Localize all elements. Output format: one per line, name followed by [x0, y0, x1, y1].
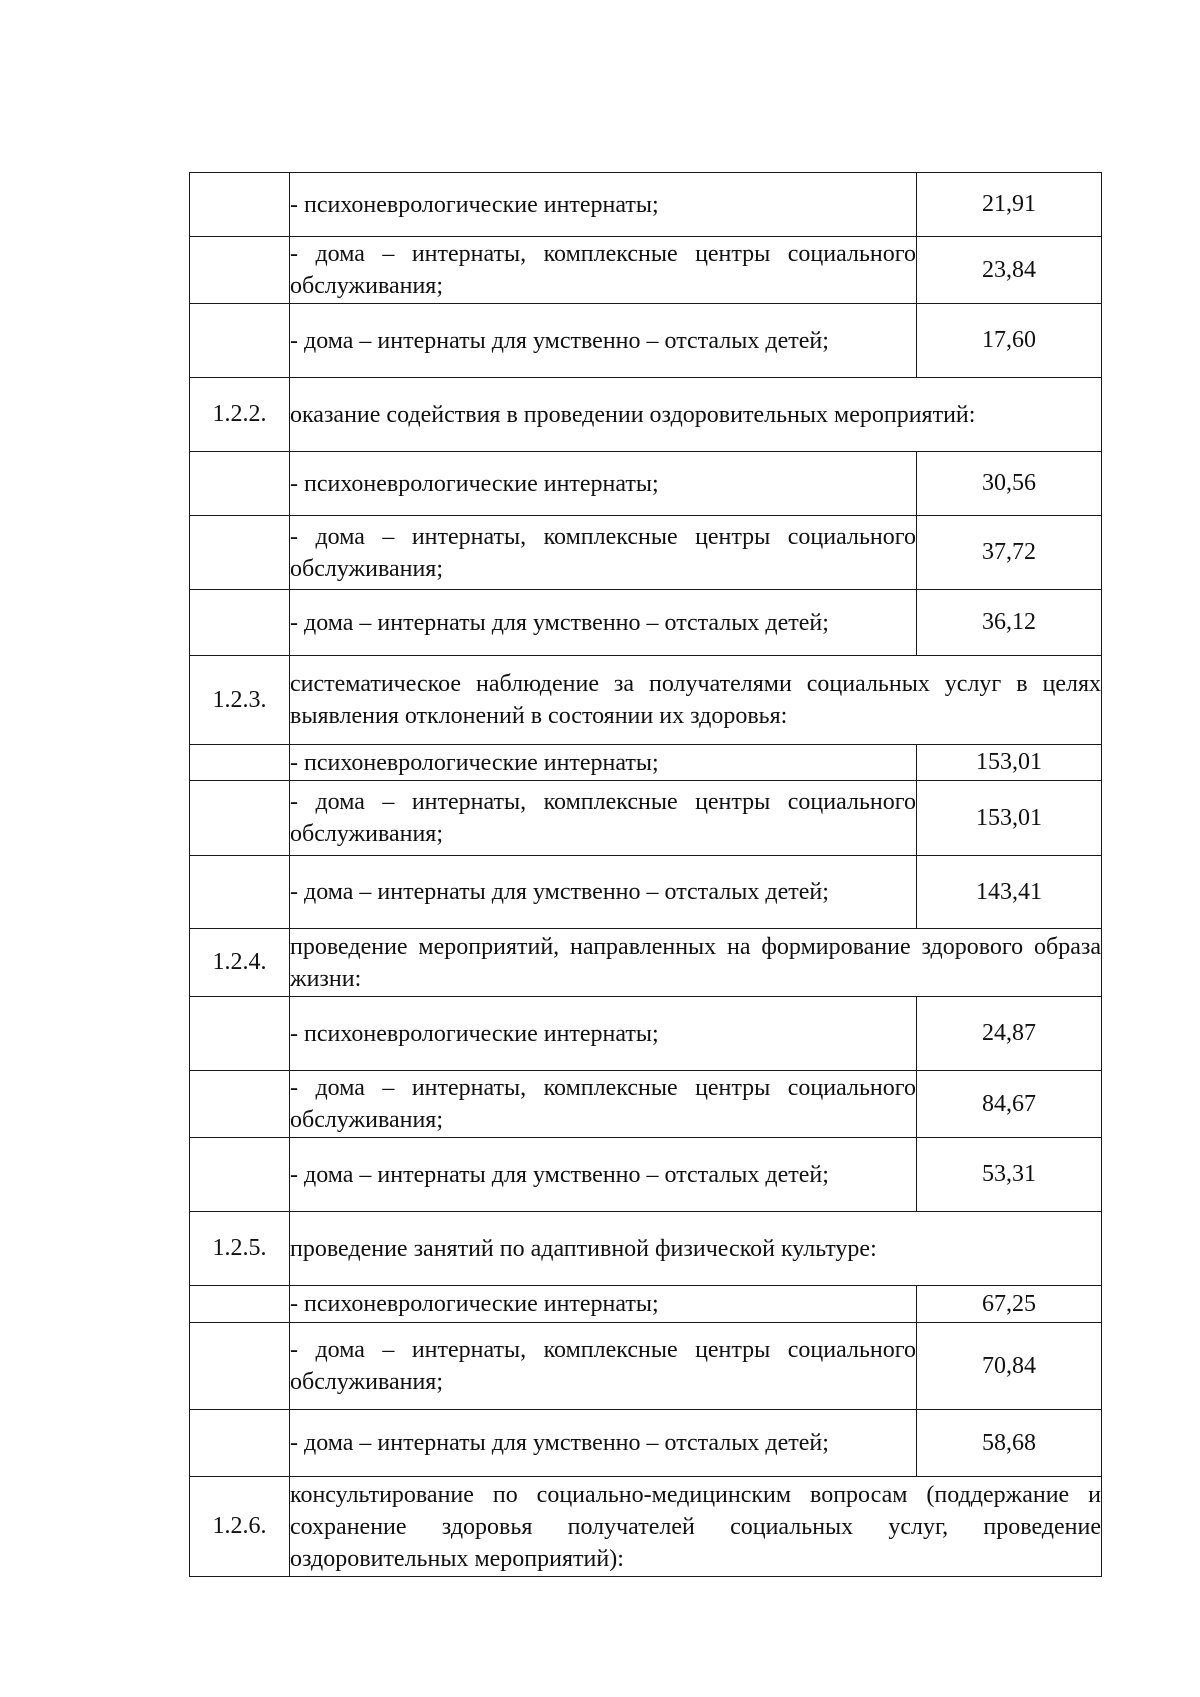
row-label: - психоневрологические интернаты; — [290, 1286, 917, 1323]
row-value: 36,12 — [917, 590, 1102, 656]
row-label: - психоневрологические интернаты; — [290, 452, 917, 516]
row-value: 153,01 — [917, 745, 1102, 781]
row-number-cell — [190, 1323, 290, 1410]
row-value: 21,91 — [917, 173, 1102, 237]
row-number-cell — [190, 516, 290, 590]
row-label: - дома – интернаты, комплексные центры социального обслуживания; — [290, 781, 917, 856]
row-number-cell — [190, 590, 290, 656]
row-number-cell — [190, 856, 290, 929]
row-value: 67,25 — [917, 1286, 1102, 1323]
section-row — [190, 378, 1102, 452]
tariff-table — [189, 172, 1102, 1577]
row-number-cell — [190, 237, 290, 304]
section-title: консультирование по социально-медицинским вопросам (поддержание и сохранение здоровья получателей социальных услуг, проведение оздоровительных мероприятий): — [290, 1477, 1102, 1577]
row-label: - дома – интернаты для умственно – отсталых детей; — [290, 304, 917, 378]
row-value: 143,41 — [917, 856, 1102, 929]
table-row — [190, 304, 1102, 378]
row-label: - психоневрологические интернаты; — [290, 745, 917, 781]
row-number-cell — [190, 1071, 290, 1138]
section-row — [190, 1477, 1102, 1577]
section-number: 1.2.2. — [190, 378, 290, 452]
row-number-cell — [190, 452, 290, 516]
table-row — [190, 173, 1102, 237]
row-label: - психоневрологические интернаты; — [290, 173, 917, 237]
row-number-cell — [190, 781, 290, 856]
section-title: систематическое наблюдение за получателями социальных услуг в целях выявления отклонений в состоянии их здоровья: — [290, 656, 1102, 745]
table-row — [190, 237, 1102, 304]
row-value: 24,87 — [917, 997, 1102, 1071]
table-row — [190, 1323, 1102, 1410]
table-row — [190, 590, 1102, 656]
row-number-cell — [190, 1138, 290, 1212]
row-label: - дома – интернаты, комплексные центры социального обслуживания; — [290, 1071, 917, 1138]
table-row — [190, 856, 1102, 929]
row-value: 84,67 — [917, 1071, 1102, 1138]
row-value: 53,31 — [917, 1138, 1102, 1212]
table-row — [190, 997, 1102, 1071]
section-title: проведение мероприятий, направленных на формирование здорового образа жизни: — [290, 929, 1102, 997]
section-number: 1.2.4. — [190, 929, 290, 997]
section-row — [190, 1212, 1102, 1286]
section-title: проведение занятий по адаптивной физической культуре: — [290, 1212, 1102, 1286]
table-row — [190, 452, 1102, 516]
row-label: - дома – интернаты, комплексные центры социального обслуживания; — [290, 516, 917, 590]
table-row — [190, 1138, 1102, 1212]
table-row — [190, 1410, 1102, 1477]
section-number: 1.2.3. — [190, 656, 290, 745]
section-number: 1.2.6. — [190, 1477, 290, 1577]
row-label: - дома – интернаты для умственно – отсталых детей; — [290, 1410, 917, 1477]
row-value: 30,56 — [917, 452, 1102, 516]
row-number-cell — [190, 173, 290, 237]
row-value: 23,84 — [917, 237, 1102, 304]
row-value: 70,84 — [917, 1323, 1102, 1410]
table-row — [190, 781, 1102, 856]
row-number-cell — [190, 1410, 290, 1477]
row-label: - дома – интернаты, комплексные центры социального обслуживания; — [290, 1323, 917, 1410]
row-label: - дома – интернаты для умственно – отсталых детей; — [290, 1138, 917, 1212]
row-number-cell — [190, 997, 290, 1071]
section-row — [190, 656, 1102, 745]
section-row — [190, 929, 1102, 997]
row-label: - дома – интернаты для умственно – отсталых детей; — [290, 856, 917, 929]
row-value: 17,60 — [917, 304, 1102, 378]
row-label: - психоневрологические интернаты; — [290, 997, 917, 1071]
row-label: - дома – интернаты, комплексные центры социального обслуживания; — [290, 237, 917, 304]
row-number-cell — [190, 304, 290, 378]
table-row — [190, 1286, 1102, 1323]
table-row — [190, 1071, 1102, 1138]
table-row — [190, 516, 1102, 590]
section-number: 1.2.5. — [190, 1212, 290, 1286]
section-title: оказание содействия в проведении оздоровительных мероприятий: — [290, 378, 1102, 452]
row-value: 58,68 — [917, 1410, 1102, 1477]
table-row — [190, 745, 1102, 781]
row-number-cell — [190, 745, 290, 781]
row-value: 37,72 — [917, 516, 1102, 590]
row-label: - дома – интернаты для умственно – отсталых детей; — [290, 590, 917, 656]
row-value: 153,01 — [917, 781, 1102, 856]
row-number-cell — [190, 1286, 290, 1323]
